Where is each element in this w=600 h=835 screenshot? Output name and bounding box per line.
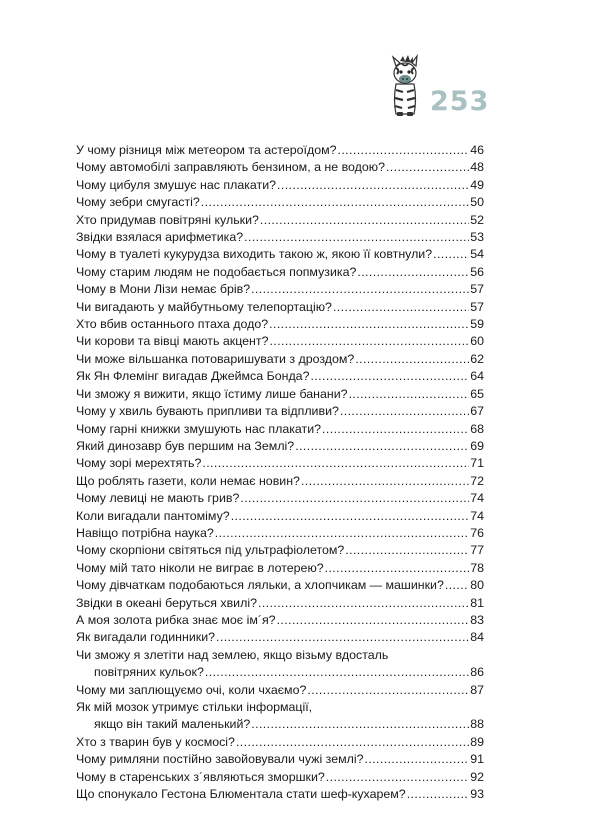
dot-leader	[357, 264, 469, 281]
toc-entry-title: якщо він такий маленький?	[94, 717, 251, 732]
toc-entry-title: Чому мій тато ніколи не виграє в лотерею?	[76, 560, 324, 575]
toc-entry-title: Хто вбив останнього птаха додо?	[76, 317, 269, 332]
toc-entry-page: 57	[470, 282, 484, 297]
toc-entry-title: Навіщо потрібна наука?	[76, 525, 214, 540]
toc-entry-title: Чому дівчаткам подобаються ляльки, а хлопчикам — машинки?	[76, 578, 444, 593]
dot-leader	[301, 473, 469, 490]
toc-entry-page: 59	[470, 317, 484, 332]
toc-entry[interactable]	[76, 769, 484, 786]
toc-entry[interactable]	[76, 333, 484, 350]
table-of-contents	[76, 142, 484, 803]
toc-entry[interactable]	[76, 229, 484, 246]
toc-entry[interactable]	[76, 281, 484, 298]
dot-leader	[310, 368, 469, 385]
toc-entry-title: Чому левиці не мають грив?	[76, 491, 240, 506]
toc-entry[interactable]	[76, 299, 484, 316]
toc-entry-page: 69	[470, 438, 484, 453]
toc-entry-title: Чи зможу я злетіти над землею, якщо візьму вдосталь	[76, 647, 389, 662]
toc-entry-page: 91	[470, 752, 484, 767]
toc-entry-title: Чому зебри смугасті?	[76, 195, 200, 210]
dot-leader	[433, 246, 469, 263]
dot-leader	[269, 333, 469, 350]
dot-leader	[251, 716, 469, 733]
toc-entry-page: 50	[470, 195, 484, 210]
toc-entry-page: 48	[470, 160, 484, 175]
toc-entry[interactable]	[76, 177, 484, 194]
toc-entry[interactable]	[76, 786, 484, 803]
toc-entry[interactable]	[76, 403, 484, 420]
dot-leader	[216, 629, 469, 646]
toc-entry[interactable]	[76, 316, 484, 333]
dot-leader	[445, 577, 469, 594]
toc-entry-page: 68	[470, 421, 484, 436]
toc-entry-page: 60	[470, 334, 484, 349]
dot-leader	[407, 786, 469, 803]
toc-entry[interactable]	[76, 368, 484, 385]
dot-leader	[205, 664, 469, 681]
toc-entry[interactable]	[76, 194, 484, 211]
toc-entry-page: 81	[470, 595, 484, 610]
toc-entry-page: 74	[470, 491, 484, 506]
toc-entry[interactable]	[76, 455, 484, 472]
toc-entry[interactable]	[76, 734, 484, 751]
toc-entry-title: А моя золота рибка знає моє ім´я?	[76, 612, 276, 627]
toc-entry-page: 46	[470, 143, 484, 157]
dot-leader	[333, 299, 469, 316]
toc-entry-page: 57	[470, 299, 484, 314]
dot-leader	[269, 316, 469, 333]
toc-entry-page: 86	[470, 665, 484, 680]
dot-leader	[386, 159, 469, 176]
toc-entry[interactable]	[76, 560, 484, 577]
dot-leader	[295, 438, 469, 455]
toc-entry[interactable]	[76, 682, 484, 699]
page-header	[384, 52, 504, 122]
toc-entry[interactable]	[76, 264, 484, 281]
toc-entry-page: 92	[470, 769, 484, 784]
toc-entry-title: Чому зорі мерехтять?	[76, 456, 202, 471]
toc-entry-title: Хто з тварин був у космосі?	[76, 734, 235, 749]
toc-entry[interactable]	[76, 595, 484, 612]
toc-entry-page: 49	[470, 177, 484, 192]
toc-entry-title: Чи зможу я вижити, якщо їстиму лише банани?	[76, 386, 348, 401]
dot-leader	[258, 595, 469, 612]
toc-entry-title: У чому різниця між метеором та астероїдом?	[76, 143, 337, 157]
toc-entry-page: 83	[470, 612, 484, 627]
toc-entry-title: Чому скорпіони світяться під ультрафіолетом?	[76, 543, 345, 558]
toc-entry-page: 77	[470, 543, 484, 558]
toc-entry-page: 65	[470, 386, 484, 401]
dot-leader	[277, 177, 469, 194]
toc-entry-title: Як вигадали годинники?	[76, 630, 216, 645]
toc-entry[interactable]	[76, 612, 484, 629]
toc-entry[interactable]	[76, 421, 484, 438]
toc-entry[interactable]	[76, 473, 484, 490]
page-number: 253	[430, 86, 490, 117]
toc-entry-title: Чи корови та вівці мають акцент?	[76, 334, 269, 349]
toc-entry-title: Звідки в океані беруться хвилі?	[76, 595, 257, 610]
zebra-icon	[384, 52, 430, 118]
toc-entry[interactable]	[76, 629, 484, 646]
toc-entry-page: 74	[470, 508, 484, 523]
toc-entry-title: Чому гарні книжки змушують нас плакати?	[76, 421, 322, 436]
dot-leader	[215, 525, 469, 542]
toc-entry-page: 64	[470, 369, 484, 384]
toc-entry-title: Як мій мозок утримує стільки інформації,	[76, 700, 313, 714]
toc-entry-page: 80	[470, 578, 484, 593]
toc-entry-title: Чому у хвиль бувають припливи та відпливи?	[76, 404, 339, 419]
dot-leader	[260, 212, 469, 229]
toc-entry-title: Що роблять газети, коли немає новин?	[76, 473, 300, 488]
toc-entry-page: 93	[470, 787, 484, 802]
toc-entry-page: 62	[470, 351, 484, 366]
toc-entry-title: Чому цибуля змушує нас плакати?	[76, 177, 277, 192]
toc-entry-page: 53	[470, 230, 484, 245]
dot-leader	[231, 508, 469, 525]
toc-entry-page: 89	[470, 734, 484, 749]
toc-entry-title: Чому в Мони Лізи немає брів?	[76, 282, 251, 297]
dot-leader	[240, 490, 469, 507]
dot-leader	[338, 142, 470, 159]
toc-entry-title: Коли вигадали пантоміму?	[76, 508, 230, 523]
toc-entry[interactable]	[76, 577, 484, 594]
toc-entry-title: Звідки взялася арифметика?	[76, 230, 244, 245]
toc-entry[interactable]	[76, 159, 484, 176]
dot-leader	[355, 351, 469, 368]
toc-entry-page: 78	[470, 560, 484, 575]
toc-entry[interactable]	[76, 351, 484, 368]
dot-leader	[251, 281, 469, 298]
toc-entry-page: 52	[470, 212, 484, 227]
toc-entry[interactable]	[76, 525, 484, 542]
toc-entry[interactable]	[76, 438, 484, 455]
toc-entry[interactable]	[76, 751, 484, 768]
dot-leader	[307, 682, 469, 699]
toc-entry[interactable]	[76, 542, 484, 559]
dot-leader	[244, 229, 469, 246]
toc-entry-title: Чому старим людям не подобається попмузика?	[76, 264, 357, 279]
toc-entry-title: Чому в старенських з´являються зморшки?	[76, 769, 325, 784]
toc-entry-page: 67	[470, 404, 484, 419]
dot-leader	[325, 560, 469, 577]
toc-entry-title: Чи може вільшанка потоваришувати з дроздом?	[76, 351, 355, 366]
toc-entry-page: 54	[470, 247, 484, 262]
toc-entry-page: 87	[470, 682, 484, 697]
toc-entry-page: 72	[470, 473, 484, 488]
toc-entry[interactable]	[76, 490, 484, 507]
dot-leader	[277, 612, 469, 629]
toc-entry-title: повітряних кульок?	[94, 665, 204, 680]
toc-entry-title: Чому автомобілі заправляють бензином, а не водою?	[76, 160, 385, 175]
dot-leader	[236, 734, 469, 751]
toc-entry-page: 56	[470, 264, 484, 279]
dot-leader	[365, 751, 470, 768]
toc-entry-title: Який динозавр був першим на Землі?	[76, 438, 295, 453]
dot-leader	[201, 194, 469, 211]
toc-entry[interactable]	[76, 508, 484, 525]
toc-entry-title: Що спонукало Гестона Блюментала стати шеф-кухарем?	[76, 787, 406, 802]
toc-entry[interactable]	[76, 212, 484, 229]
dot-leader	[322, 421, 469, 438]
toc-entry[interactable]	[76, 142, 484, 159]
toc-entry-page: 84	[470, 630, 484, 645]
toc-entry-page: 88	[470, 717, 484, 732]
toc-entry[interactable]	[76, 647, 484, 682]
toc-entry[interactable]	[76, 699, 484, 734]
dot-leader	[349, 386, 469, 403]
toc-entry-page: 76	[470, 525, 484, 540]
toc-entry[interactable]	[76, 386, 484, 403]
dot-leader	[326, 769, 469, 786]
dot-leader	[202, 455, 469, 472]
toc-entry-title: Чому в туалеті кукурудза виходить такою ж, якою її ковтнули?	[76, 247, 433, 262]
toc-entry-title: Як Ян Флемінг вигадав Джеймса Бонда?	[76, 369, 310, 384]
toc-entry[interactable]	[76, 246, 484, 263]
dot-leader	[345, 542, 469, 559]
toc-entry-title: Чому ми заплющуємо очі, коли чхаємо?	[76, 682, 307, 697]
toc-entry-page: 71	[470, 456, 484, 471]
dot-leader	[340, 403, 469, 420]
toc-entry-title: Хто придумав повітряні кульки?	[76, 212, 259, 227]
toc-entry-title: Чому римляни постійно завойовували чужі землі?	[76, 752, 364, 767]
toc-entry-title: Чи вигадають у майбутньому телепортацію?	[76, 299, 332, 314]
